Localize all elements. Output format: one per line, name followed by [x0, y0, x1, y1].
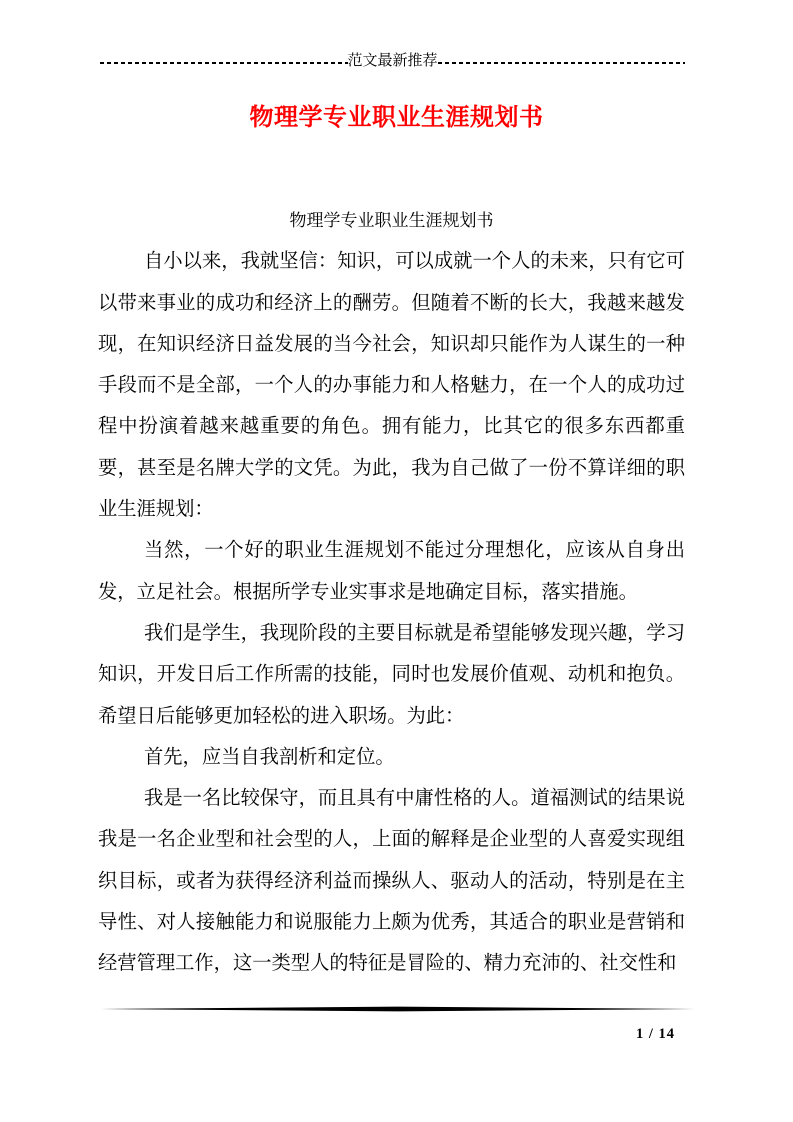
paragraph: 当然，一个好的职业生涯规划不能过分理想化，应该从自身出发，立足社会。根据所学专业实事求是地确定目标，落实措施。: [98, 540, 685, 603]
paragraph: 首先，应当自我剖析和定位。: [144, 746, 395, 768]
header-dashed-rule-right: [438, 62, 686, 64]
paragraph: 我们是学生，我现阶段的主要目标就是希望能够发现兴趣，学习知识，开发日后工作所需的技能，同时也发展价值观、动机和抱负。希望日后能够更加轻松的进入职场。为此：: [98, 622, 685, 727]
footer-rule: [101, 1006, 695, 1012]
document-body: [98, 200, 685, 985]
header-label: 范文最新推荐: [347, 53, 438, 69]
paragraph: 我是一名比较保守，而且具有中庸性格的人。道福测试的结果说我是一名企业型和社会型的人，上面的解释是企业型的人喜爱实现组织目标，或者为获得经济利益而操纵人、驱动人的活动，特别是在主导性、对人接触能力和说服能力上颇为优秀，其适合的职业是营销和经营管理工作，这一类型人的特征是冒险的、精力充沛的、社交性和: [98, 788, 685, 975]
document-title: 物理学专业职业生涯规划书: [249, 105, 544, 131]
header-dashed-rule-left: [100, 62, 348, 64]
page-number: 1 / 14: [635, 1026, 675, 1042]
running-header: [100, 50, 685, 72]
document-subtitle: 物理学专业职业生涯规划书: [289, 211, 494, 230]
paragraph: 自小以来，我就坚信：知识，可以成就一个人的未来，只有它可以带来事业的成功和经济上的酬劳。但随着不断的长大，我越来越发现，在知识经济日益发展的当今社会，知识却只能作为人谋生的一种手段而不是全部，一个人的办事能力和人格魅力，在一个人的成功过程中扮演着越来越重要的角色。拥有能力，比其它的很多东西都重要，甚至是名牌大学的文凭。为此，我为自己做了一份不算详细的职业生涯规划：: [98, 251, 685, 521]
